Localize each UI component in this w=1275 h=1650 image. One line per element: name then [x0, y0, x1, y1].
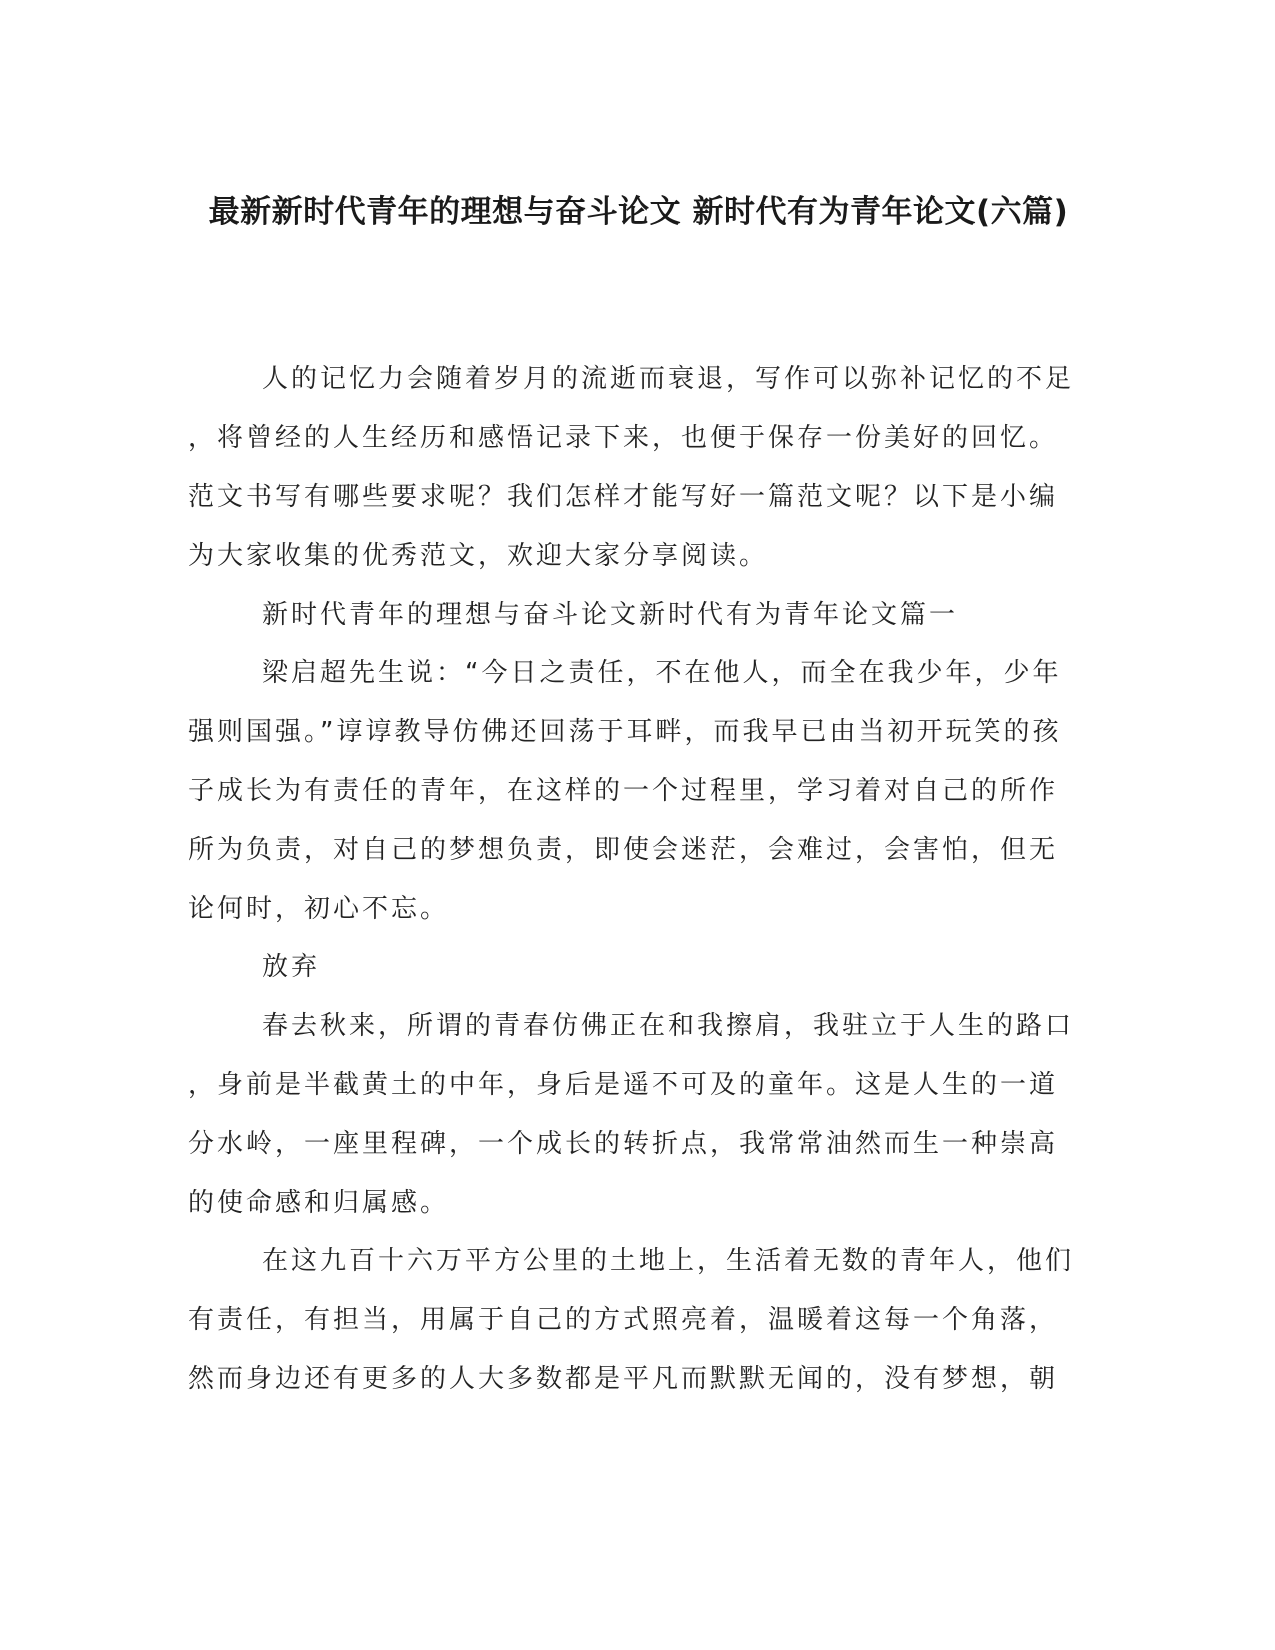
text-line: 春去秋来，所谓的青春仿佛正在和我擦肩，我驻立于人生的路口 [262, 1011, 1075, 1041]
text-line: 有责任，有担当，用属于自己的方式照亮着，温暖着这每一个角落， [188, 1305, 1059, 1335]
text-line: 梁启超先生说：“今日之责任，不在他人，而全在我少年，少年 [262, 658, 1062, 688]
text-line: 在这九百十六万平方公里的土地上，生活着无数的青年人，他们 [262, 1246, 1075, 1276]
text-line: 的使命感和归属感。 [188, 1188, 450, 1218]
text-line: 范文书写有哪些要求呢？我们怎样才能写好一篇范文呢？以下是小编 [188, 482, 1059, 512]
text-line: 强则国强。”谆谆教导仿佛还回荡于耳畔，而我早已由当初开玩笑的孩 [188, 717, 1062, 747]
text-line: 分水岭，一座里程碑，一个成长的转折点，我常常油然而生一种崇高 [188, 1129, 1059, 1159]
document-title: 最新新时代青年的理想与奋斗论文 新时代有为青年论文(六篇) [208, 194, 1069, 230]
text-line: 人的记忆力会随着岁月的流逝而衰退，写作可以弥补记忆的不足 [262, 364, 1075, 394]
text-line: 所为负责，对自己的梦想负责，即使会迷茫，会难过，会害怕，但无 [188, 835, 1059, 865]
text-line: 子成长为有责任的青年，在这样的一个过程里，学习着对自己的所作 [188, 776, 1059, 806]
text-line: ，身前是半截黄土的中年，身后是遥不可及的童年。这是人生的一道 [188, 1070, 1059, 1100]
subheading: 放弃 [262, 952, 321, 982]
text-line: 然而身边还有更多的人大多数都是平凡而默默无闻的，没有梦想，朝 [188, 1364, 1059, 1394]
section-heading: 新时代青年的理想与奋斗论文新时代有为青年论文篇一 [262, 600, 959, 630]
text-line: 论何时，初心不忘。 [188, 894, 450, 924]
text-line: ，将曾经的人生经历和感悟记录下来，也便于保存一份美好的回忆。 [188, 423, 1059, 453]
text-line: 为大家收集的优秀范文，欢迎大家分享阅读。 [188, 541, 769, 571]
